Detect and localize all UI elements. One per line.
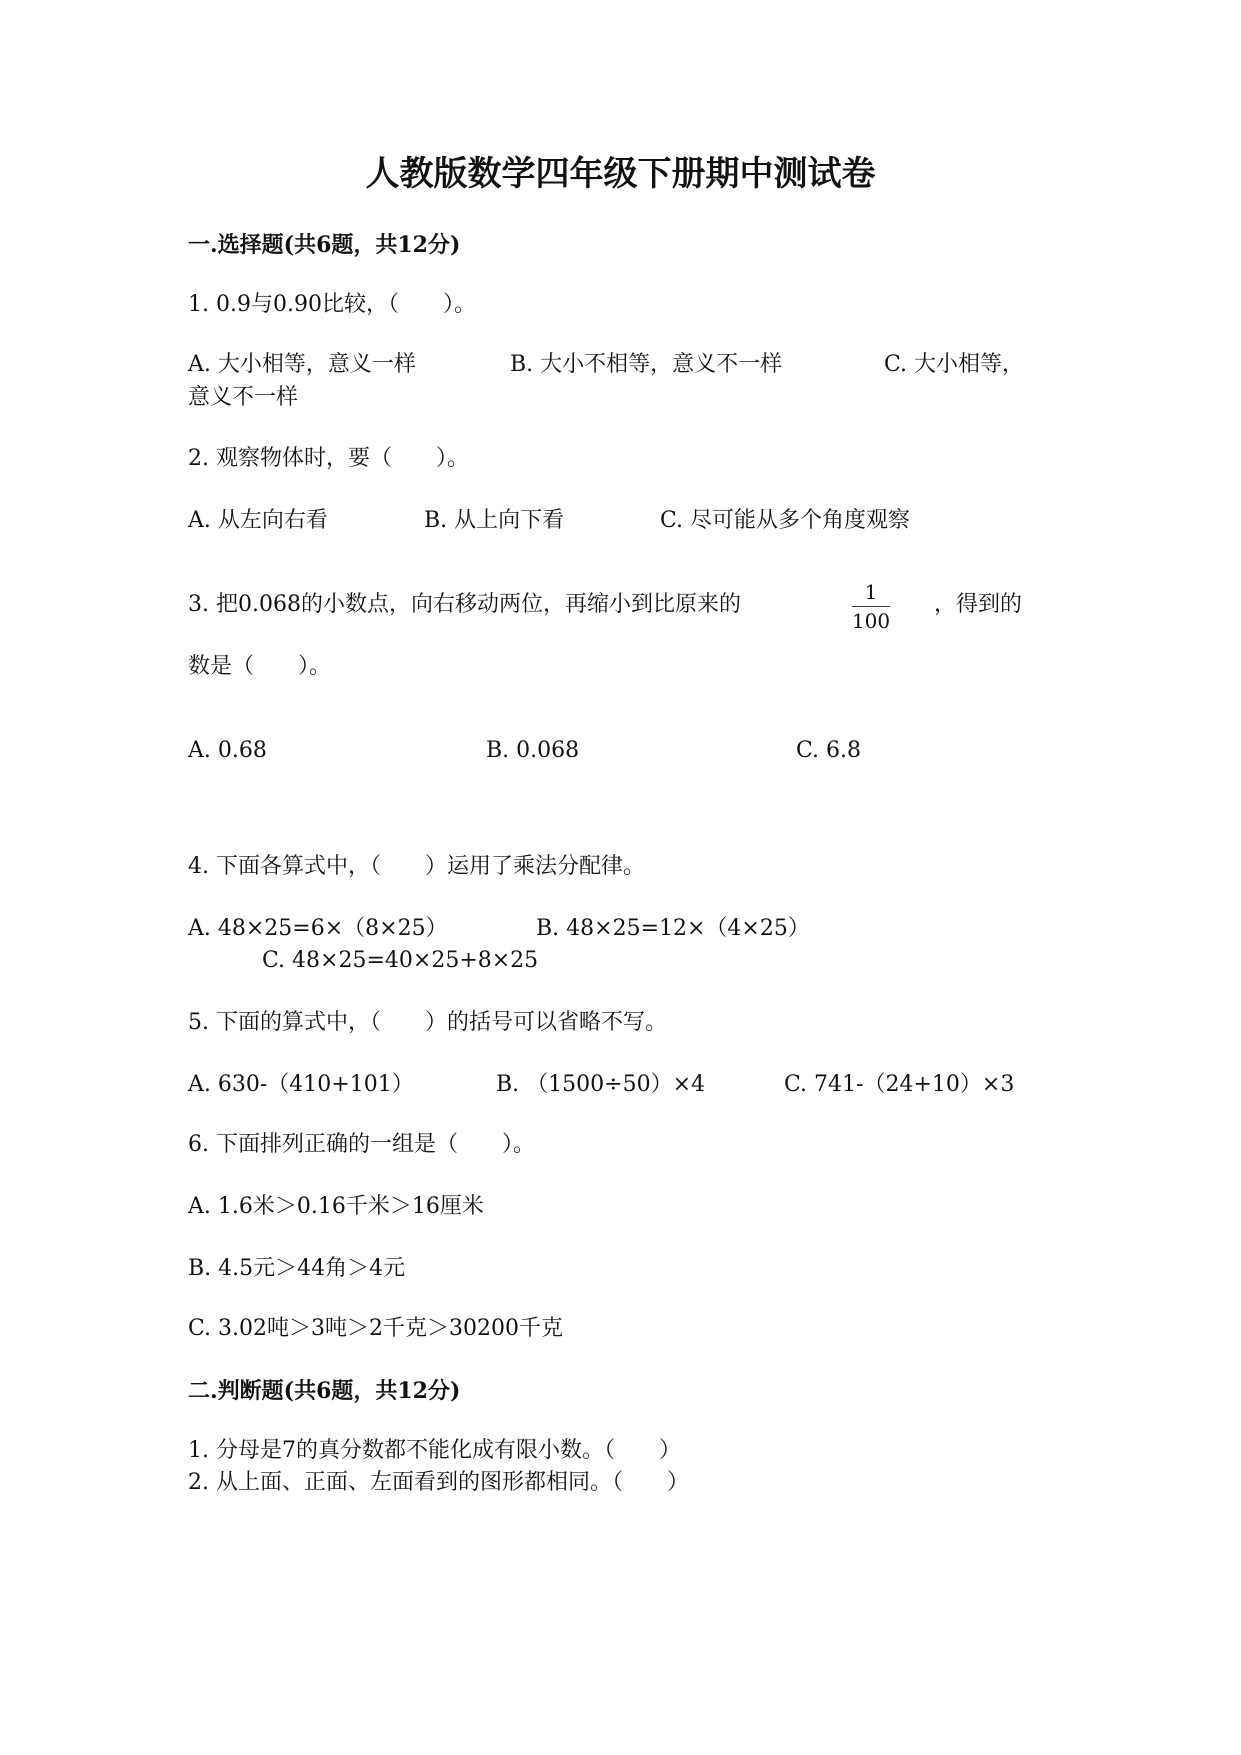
question-4-option-a: A. 48×25=6×（8×25） <box>188 916 448 941</box>
judgement-1-stem: 1. 分母是7的真分数都不能化成有限小数。（ ） <box>188 1438 681 1463</box>
question-5-option-a: A. 630-（410+101） <box>188 1072 414 1097</box>
question-4-option-b: B. 48×25=12×（4×25） <box>536 916 810 941</box>
question-3-option-c: C. 6.8 <box>796 738 862 763</box>
question-1-option-c: C. 大小相等， <box>884 352 1025 377</box>
page-title: 人教版数学四年级下册期中测试卷 <box>365 154 876 194</box>
question-2-option-b: B. 从上向下看 <box>424 508 565 533</box>
question-3-stem-continued: ，得到的 <box>934 592 1023 617</box>
judgement-2-stem: 2. 从上面、正面、左面看到的图形都相同。（ ） <box>188 1470 689 1495</box>
question-5-stem: 5. 下面的算式中，（ ）的括号可以省略不写。 <box>188 1010 667 1035</box>
question-3-stem-end: 数是（ ）。 <box>188 654 332 679</box>
question-3-option-b: B. 0.068 <box>486 738 580 763</box>
question-4-stem: 4. 下面各算式中，（ ）运用了乘法分配律。 <box>188 854 645 879</box>
question-6-option-b: B. 4.5元＞44角＞4元 <box>188 1256 406 1281</box>
question-3-option-a: A. 0.68 <box>188 738 267 763</box>
fraction-denominator: 100 <box>851 609 891 633</box>
fraction-bar <box>852 606 890 607</box>
question-4-option-c: C. 48×25=40×25+8×25 <box>262 948 539 973</box>
question-2-option-c: C. 尽可能从多个角度观察 <box>660 508 911 533</box>
question-2-stem: 2. 观察物体时，要（ ）。 <box>188 446 469 471</box>
question-5-option-b: B. （1500÷50）×4 <box>496 1072 706 1097</box>
question-6-option-a: A. 1.6米＞0.16千米＞16厘米 <box>188 1194 484 1219</box>
question-2-option-a: A. 从左向右看 <box>188 508 328 533</box>
question-5-option-c: C. 741-（24+10）×3 <box>784 1072 1015 1097</box>
question-6-stem: 6. 下面排列正确的一组是（ ）。 <box>188 1132 535 1157</box>
question-3-fraction <box>848 580 894 633</box>
question-1-option-c-continued: 意义不一样 <box>188 385 299 410</box>
question-6-option-c: C. 3.02吨＞3吨＞2千克＞30200千克 <box>188 1316 563 1341</box>
section-heading-choice: 一.选择题(共6题，共12分) <box>188 232 461 258</box>
section-heading-judgement: 二.判断题(共6题，共12分) <box>188 1378 461 1404</box>
question-1-option-b: B. 大小不相等，意义不一样 <box>510 352 783 377</box>
question-3-stem: 3. 把0.068的小数点，向右移动两位，再缩小到比原来的 <box>188 592 741 617</box>
fraction-numerator: 1 <box>864 580 878 604</box>
question-1-stem: 1. 0.9与0.90比较，（ ）。 <box>188 292 476 317</box>
question-1-option-a: A. 大小相等，意义一样 <box>188 352 416 377</box>
